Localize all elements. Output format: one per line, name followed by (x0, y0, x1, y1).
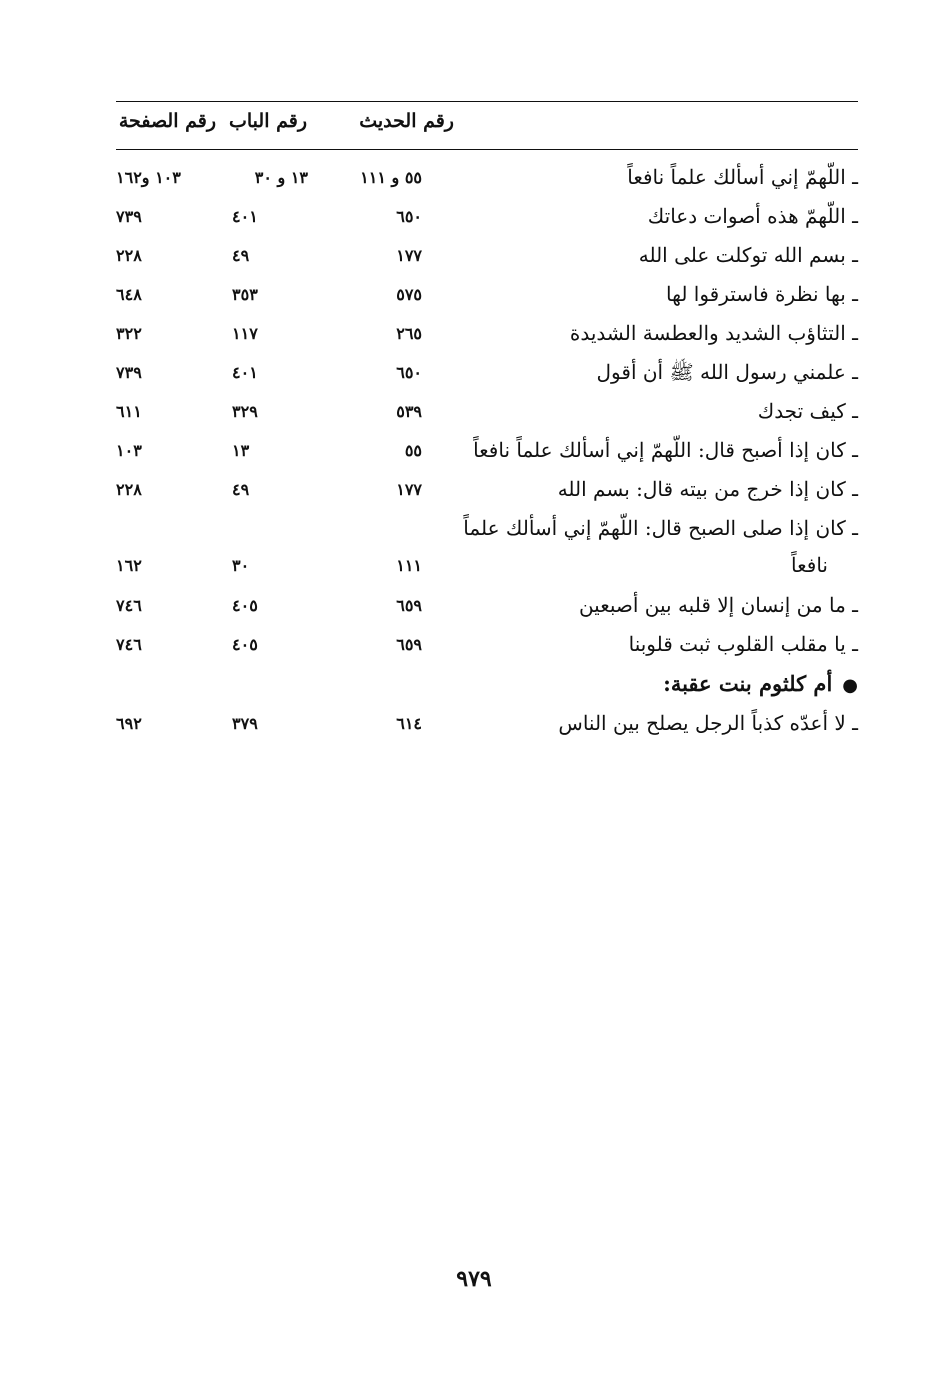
hadith-number: ٥٥ و ١١١ (360, 168, 422, 187)
page-number: ٦١١ (116, 402, 142, 421)
chapter-number: ٣٢٩ (232, 402, 258, 421)
index-row-continuation (0, 550, 948, 588)
index-row (0, 357, 948, 395)
index-row (0, 240, 948, 278)
page-number: ٦٤٨ (116, 285, 142, 304)
hadith-text: ـ كيف تجدك (757, 399, 858, 423)
hadith-number: ٦٥٠ (396, 207, 422, 226)
chapter-number: ٤٠٥ (232, 635, 258, 654)
hadith-number: ٦١٤ (396, 714, 422, 733)
index-row (0, 435, 948, 473)
hadith-text: ـ كان إذا صلى الصبح قال: اللّهمّ إني أسألك علماً (463, 516, 858, 540)
narrator-section-heading (0, 668, 948, 706)
index-row (0, 474, 948, 512)
chapter-number: ٣٠ (232, 556, 250, 575)
chapter-number: ٤٠٥ (232, 596, 258, 615)
page-number: ٧٤٦ (116, 635, 142, 654)
chapter-number: ٤٩ (232, 480, 250, 499)
hadith-number: ٥٥ (404, 441, 422, 460)
chapter-number: ١٣ (232, 441, 250, 460)
hadith-number: ١٧٧ (396, 480, 422, 499)
hadith-text: ـ التثاؤب الشديد والعطسة الشديدة (569, 321, 858, 345)
index-row (0, 201, 948, 239)
header-hadith-number: رقم الحديث (359, 110, 454, 132)
chapter-number: ١١٧ (232, 324, 258, 343)
hadith-text: ـ يا مقلب القلوب ثبت قلوبنا (628, 632, 858, 656)
narrator-name: أم كلثوم بنت عقبة: (663, 671, 833, 696)
hadith-text: ـ اللّهمّ إني أسألك علماً نافعاً (627, 165, 858, 189)
hadith-number: ٦٥٠ (396, 363, 422, 382)
header-page-number: رقم الصفحة (118, 110, 216, 132)
page-number: ٣٢٢ (116, 324, 142, 343)
page-number: ١٠٣ و١٦٢ (116, 168, 181, 187)
page-number: ٢٢٨ (116, 246, 142, 265)
chapter-number: ٣٧٩ (232, 714, 258, 733)
hadith-number: ٢٦٥ (396, 324, 422, 343)
page-footer-number: ٩٧٩ (456, 1266, 492, 1292)
hadith-text: ـ علمني رسول الله ﷺ أن أقول (596, 360, 858, 384)
hadith-text: نافعاً (791, 553, 828, 577)
index-row (0, 162, 948, 200)
index-row (0, 513, 948, 551)
hadith-text: ـ ما من إنسان إلا قلبه بين أصبعين (578, 593, 858, 617)
narrator-heading (663, 671, 858, 696)
hadith-number: ٥٧٥ (396, 285, 422, 304)
page-number: ٢٢٨ (116, 480, 142, 499)
page-number: ٦٩٢ (116, 714, 142, 733)
hadith-number: ١٧٧ (396, 246, 422, 265)
index-row (0, 396, 948, 434)
chapter-number: ٤٩ (232, 246, 250, 265)
chapter-number: ٤٠١ (232, 207, 258, 226)
hadith-text: ـ بها نظرة فاسترقوا لها (666, 282, 858, 306)
header-chapter-number: رقم الباب (229, 110, 307, 132)
hadith-text: ـ بسم الله توكلت على الله (638, 243, 858, 267)
index-row (0, 629, 948, 667)
hadith-text: ـ كان إذا خرج من بيته قال: بسم الله (557, 477, 858, 501)
index-row (0, 318, 948, 356)
page-number: ٧٣٩ (116, 363, 142, 382)
chapter-number: ٣٥٣ (232, 285, 258, 304)
hadith-number: ٥٣٩ (396, 402, 422, 421)
page-number: ٧٤٦ (116, 596, 142, 615)
hadith-text: ـ كان إذا أصبح قال: اللّهمّ إني أسألك علماً نافعاً (473, 438, 858, 462)
chapter-number: ١٣ و ٣٠ (254, 168, 308, 187)
hadith-number: ١١١ (396, 556, 422, 575)
hadith-text: ـ لا أعدّه كذباً الرجل يصلح بين الناس (558, 711, 858, 735)
chapter-number: ٤٠١ (232, 363, 258, 382)
page-number: ٧٣٩ (116, 207, 142, 226)
bullet-icon: ● (842, 675, 858, 696)
hadith-text: ـ اللّهمّ هذه أصوات دعاتك (647, 204, 858, 228)
hadith-number: ٦٥٩ (396, 635, 422, 654)
hadith-number: ٦٥٩ (396, 596, 422, 615)
page-number: ١٠٣ (116, 441, 142, 460)
index-row (0, 590, 948, 628)
page-number: ١٦٢ (116, 556, 142, 575)
index-row (0, 708, 948, 746)
top-rule (116, 101, 858, 102)
index-row (0, 279, 948, 317)
header-rule (116, 149, 858, 150)
